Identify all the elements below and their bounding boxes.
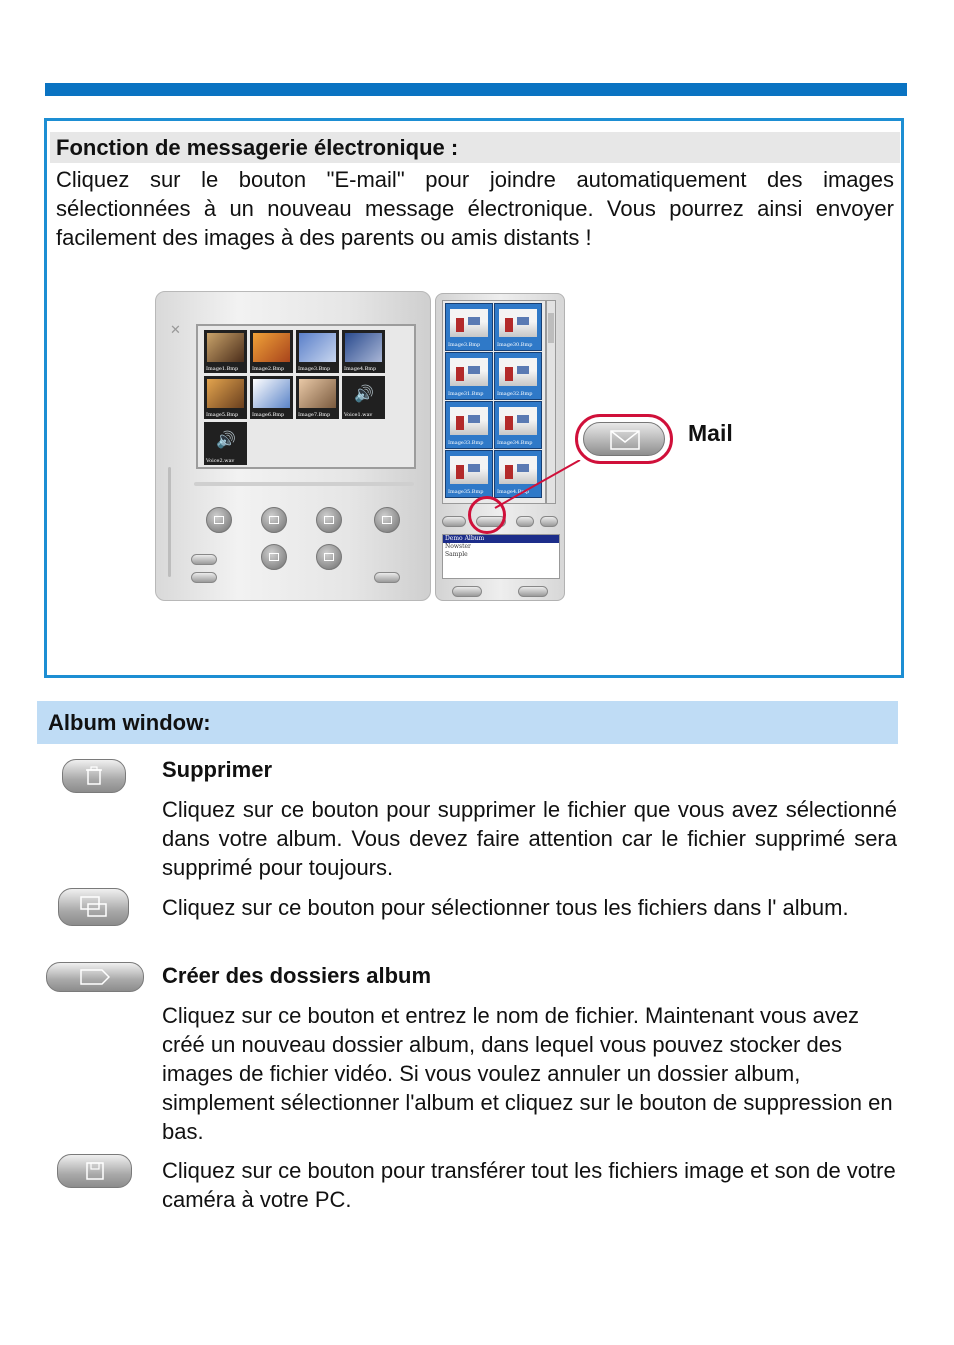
slideshow-button[interactable] xyxy=(261,507,287,533)
thumbnail[interactable]: Image4.Bmp xyxy=(342,330,385,373)
volume-slider[interactable] xyxy=(168,467,171,577)
sound-icon: 🔊 xyxy=(354,384,374,403)
edit-button[interactable] xyxy=(206,507,232,533)
thumbnail-screen xyxy=(196,324,416,469)
transfer-small-button[interactable] xyxy=(452,586,482,597)
top-blue-bar xyxy=(45,83,907,96)
new-folder-icon xyxy=(80,969,110,985)
album-list-item[interactable]: Demo Album xyxy=(443,535,559,543)
album-thumbnail[interactable]: Image3.Bmp xyxy=(445,303,493,351)
delete-button[interactable] xyxy=(62,759,126,793)
transfer-button[interactable] xyxy=(57,1154,132,1188)
voice-file[interactable]: 🔊 Voice1.wav xyxy=(342,376,385,419)
sound-icon: 🔊 xyxy=(216,430,236,449)
settings-button[interactable] xyxy=(261,544,287,570)
album-list-item[interactable]: Sample xyxy=(445,551,468,558)
album-thumbnail[interactable]: Image34.Bmp xyxy=(494,401,542,449)
mail-button-callout xyxy=(575,414,673,464)
mail-button-highlight xyxy=(468,496,506,534)
thumbnail[interactable]: Image5.Bmp xyxy=(204,376,247,419)
email-section xyxy=(44,118,904,678)
progress-groove xyxy=(194,482,414,486)
delete-title: Supprimer xyxy=(162,757,273,782)
transfer-description: Cliquez sur ce bouton pour transférer tout les fichiers image et son de votre caméra à votre PC. xyxy=(162,1158,896,1212)
album-thumbnail[interactable]: Image33.Bmp xyxy=(445,401,493,449)
email-body: Cliquez sur le bouton "E-mail" pour joindre automatiquement des images sélectionnées à un nouveau message électronique. Vous pourrez ainsi envoyer facilement des images à des parents ou amis distants ! xyxy=(56,167,894,250)
select-all-description: Cliquez sur ce bouton pour sélectionner tous les fichiers dans l' album. xyxy=(162,895,849,920)
album-thumbnail[interactable]: Image30.Bmp xyxy=(494,303,542,351)
delete-album-small-button[interactable] xyxy=(518,586,548,597)
select-all-small-button[interactable] xyxy=(442,516,466,527)
new-folder-description: Cliquez sur ce bouton et entrez le nom de fichier. Maintenant vous avez créé un nouveau dossier album, dans lequel vous pouvez stocker des images de fichier vidéo. Si vous voulez annuler un dossier album, simplement sélectionner l'album et cliquez sur le bouton de suppression en bas. xyxy=(162,1003,893,1144)
thumbnail[interactable]: Image1.Bmp xyxy=(204,330,247,373)
delete-description: Cliquez sur ce bouton pour supprimer le fichier que vous avez sélectionné dans votre album. Vous devez faire attention car le fichier supprimé sera supprimé pour toujours. xyxy=(162,797,897,880)
export-button[interactable] xyxy=(316,544,342,570)
transfer-icon xyxy=(86,1162,104,1180)
mail-label: Mail xyxy=(688,420,733,446)
album-thumbnail[interactable]: Image31.Bmp xyxy=(445,352,493,400)
album-list-item[interactable]: Nowster xyxy=(445,543,471,550)
new-folder-title: Créer des dossiers album xyxy=(162,963,432,988)
minimize-button[interactable] xyxy=(374,572,400,583)
select-all-icon xyxy=(80,896,108,918)
mail-button[interactable] xyxy=(583,422,665,456)
viewer-panel xyxy=(155,291,431,601)
thumbnail[interactable]: Image6.Bmp xyxy=(250,376,293,419)
album-thumbnail[interactable]: Image35.Bmp xyxy=(445,450,493,498)
app-screenshot xyxy=(155,291,565,603)
envelope-icon xyxy=(610,430,640,450)
thumbnail[interactable]: Image3.Bmp xyxy=(296,330,339,373)
previous-button[interactable] xyxy=(374,507,400,533)
next-button[interactable] xyxy=(316,507,342,533)
album-heading: Album window: xyxy=(37,701,898,744)
new-folder-button[interactable] xyxy=(46,962,144,992)
save-small-button[interactable] xyxy=(191,572,217,583)
select-all-button[interactable] xyxy=(58,888,129,926)
album-thumbnail[interactable]: Image4.Bmp xyxy=(494,450,542,498)
album-thumbnail[interactable]: Image32.Bmp xyxy=(494,352,542,400)
voice-file[interactable]: 🔊 Voice2.wav xyxy=(204,422,247,465)
zoom-buttons[interactable] xyxy=(191,554,217,565)
close-icon[interactable]: ✕ xyxy=(170,322,181,337)
album-panel xyxy=(435,293,565,601)
email-heading: Fonction de messagerie électronique : xyxy=(50,132,900,163)
thumbnail[interactable]: Image2.Bmp xyxy=(250,330,293,373)
album-list[interactable] xyxy=(442,534,560,579)
thumbnail[interactable]: Image7.Bmp xyxy=(296,376,339,419)
trash-icon xyxy=(85,766,103,786)
